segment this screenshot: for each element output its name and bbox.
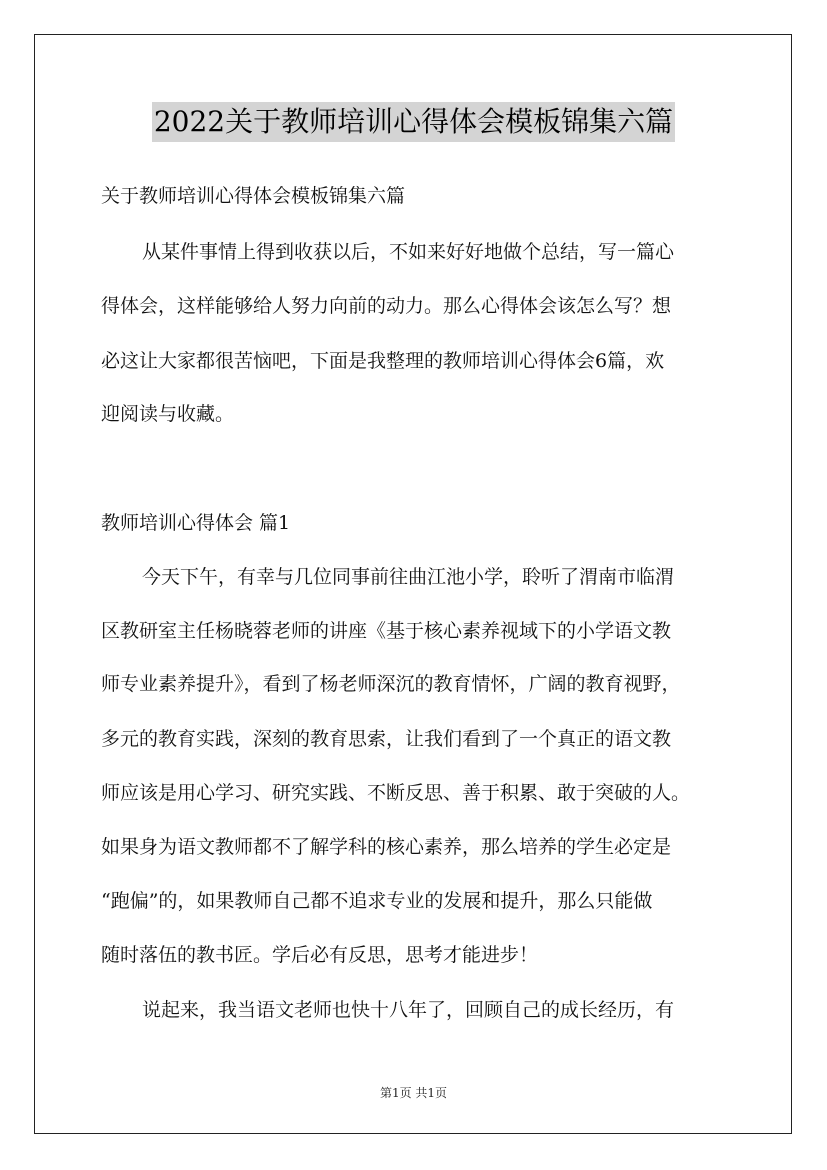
body-line: “跑偏”的，如果教师自己都不追求专业的发展和提升，那么只能做: [101, 890, 653, 912]
document-title: 2022关于教师培训心得体会模板锦集六篇: [152, 102, 675, 142]
section-heading: 教师培训心得体会 篇1: [101, 512, 291, 534]
body-line: 如果身为语文教师都不了解学科的核心素养，那么培养的学生必定是: [101, 836, 672, 858]
body-line: 说起来，我当语文老师也快十八年了，回顾自己的成长经历，有: [142, 999, 675, 1021]
body-line: 区教研室主任杨晓蓉老师的讲座《基于核心素养视域下的小学语文教: [101, 620, 672, 642]
intro-line: 迎阅读与收藏。: [101, 403, 235, 425]
page-footer: 第1页 共1页: [379, 1086, 448, 1100]
body-line: 今天下午，有幸与几位同事前往曲江池小学，聆听了渭南市临渭: [142, 566, 675, 588]
body-line: 随时落伍的教书匠。学后必有反思，思考才能进步！: [101, 944, 539, 966]
intro-line: 必这让大家都很苦恼吧，下面是我整理的教师培训心得体会6篇，欢: [101, 350, 665, 372]
intro-line: 从某件事情上得到收获以后，不如来好好地做个总结，写一篇心: [142, 241, 675, 263]
document-subtitle: 关于教师培训心得体会模板锦集六篇: [101, 185, 406, 207]
body-line: 师专业素养提升》，看到了杨老师深沉的教育情怀，广阔的教育视野，: [101, 673, 681, 695]
body-line: 多元的教育实践，深刻的教育思索，让我们看到了一个真正的语文教: [101, 728, 672, 750]
intro-line: 得体会，这样能够给人努力向前的动力。那么心得体会该怎么写？想: [101, 295, 672, 317]
title-container: [0, 102, 827, 142]
body-line: 师应该是用心学习、研究实践、不断反思、善于积累、敢于突破的人。: [101, 782, 691, 804]
